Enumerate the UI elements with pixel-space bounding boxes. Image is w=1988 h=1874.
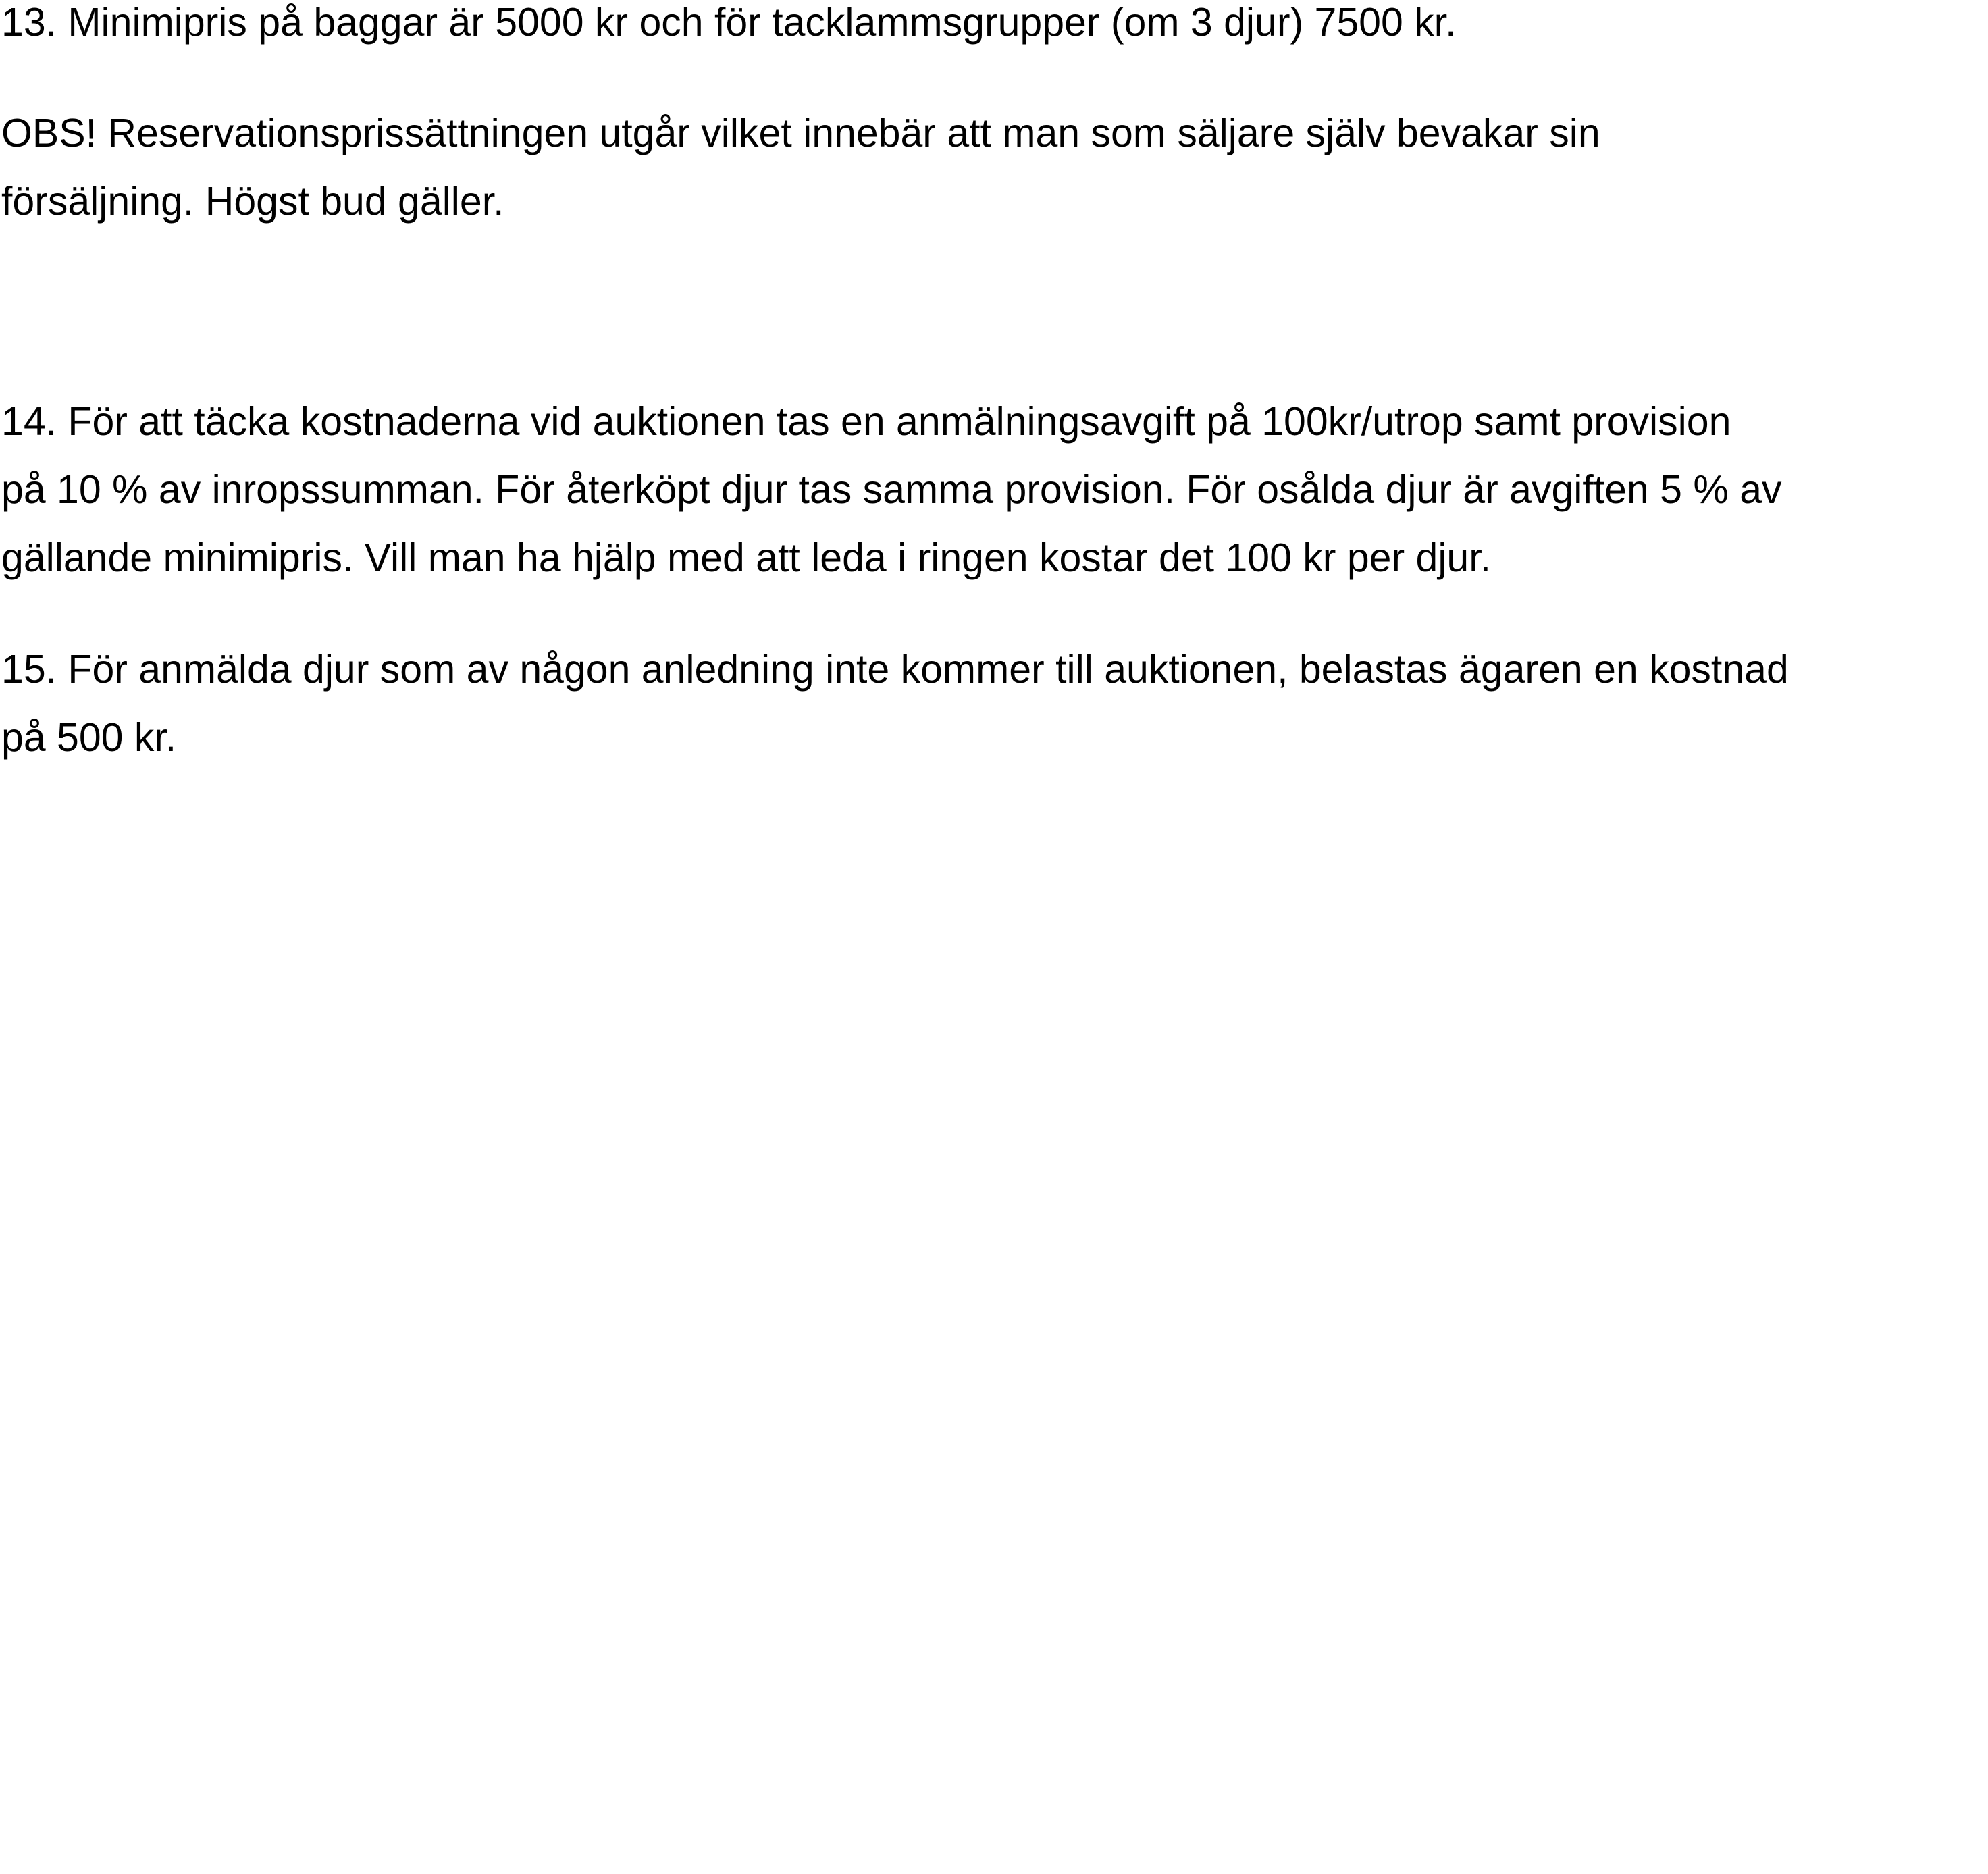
paragraph-13 <box>1 0 1456 57</box>
paragraph-line: 13. Minimipris på baggar är 5000 kr och för tacklammsgrupper (om 3 djur) 7500 kr. <box>1 0 1457 45</box>
paragraph-line: 14. För att täcka kostnaderna vid auktionen tas en anmälningsavgift på 100kr/utrop samt provision <box>1 399 1731 444</box>
paragraph-14 <box>1 388 1782 592</box>
paragraph-line: gällande minimipris. Vill man ha hjälp med att leda i ringen kostar det 100 kr per djur. <box>1 536 1492 580</box>
paragraph-line: försäljning. Högst bud gäller. <box>1 179 504 224</box>
paragraph-15 <box>1 635 1789 772</box>
paragraph-obs-note <box>1 99 1600 236</box>
paragraph-line: på 500 kr. <box>1 715 177 760</box>
paragraph-line: OBS! Reservationsprissättningen utgår vilket innebär att man som säljare själv bevakar sin <box>1 111 1600 155</box>
paragraph-line: på 10 % av inropssumman. För återköpt djur tas samma provision. För osålda djur är avgiften 5 % av <box>1 467 1782 512</box>
paragraph-line: 15. För anmälda djur som av någon anledning inte kommer till auktionen, belastas ägaren en kostnad <box>1 647 1789 692</box>
